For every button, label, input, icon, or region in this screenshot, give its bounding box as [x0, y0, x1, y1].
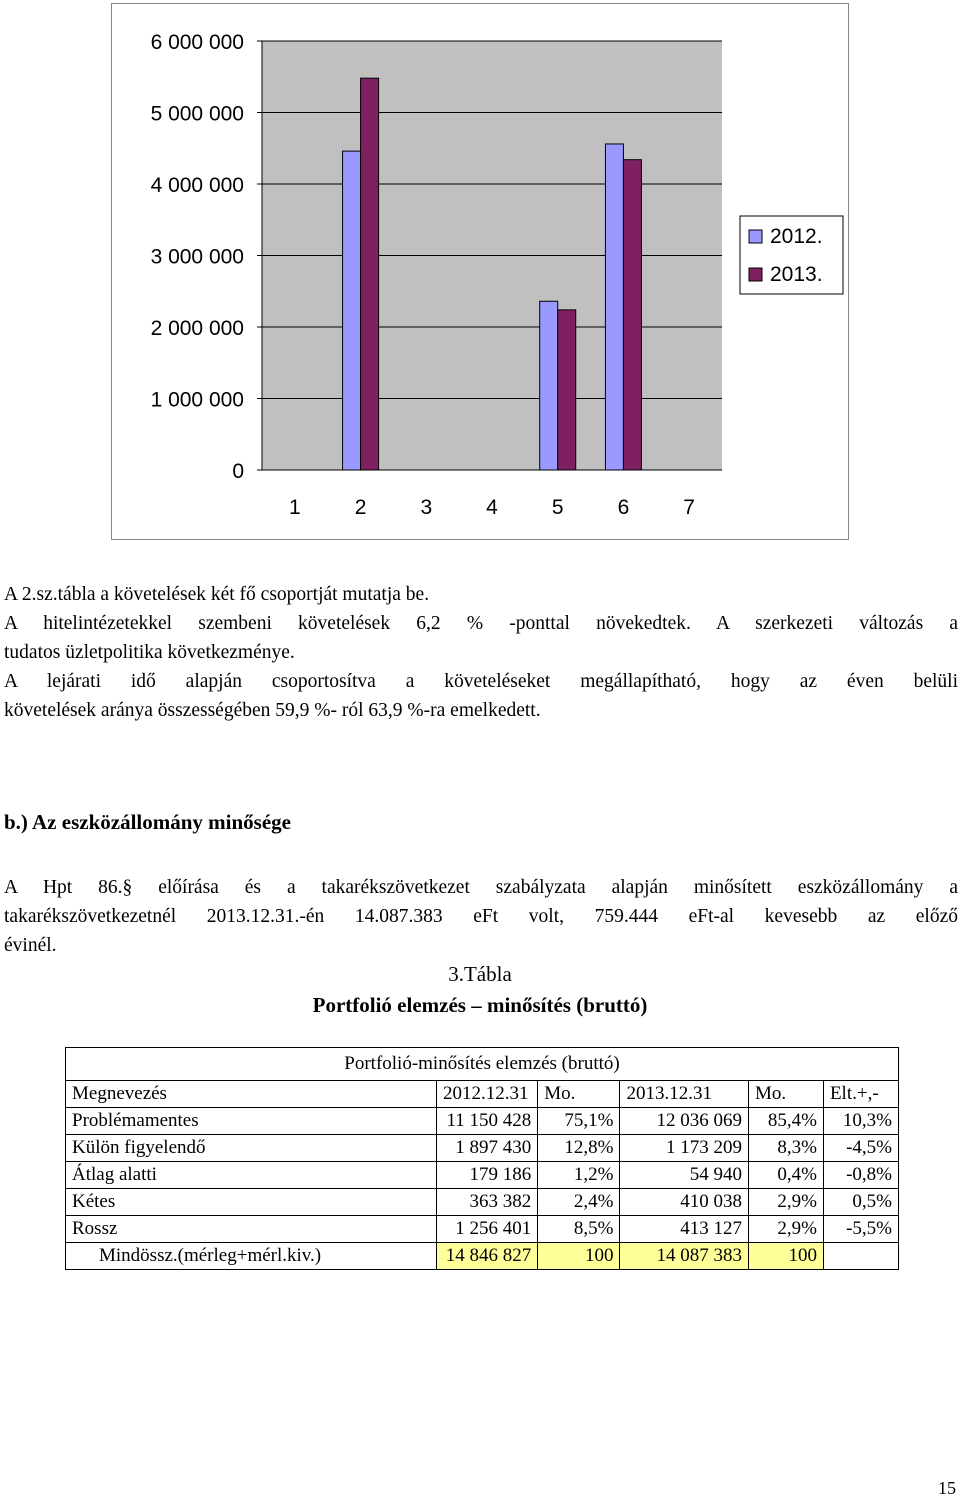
bar-2013 [623, 160, 641, 470]
table-row [66, 1162, 899, 1189]
table-cell: -5,5% [823, 1216, 898, 1243]
table-cell: -4,5% [823, 1135, 898, 1162]
x-tick-label: 4 [486, 496, 498, 519]
x-tick-label: 3 [420, 496, 433, 519]
paragraph-line: takarékszövetkezetnél 2013.12.31.-én 14.087.383 eFt volt, 759.444 eFt-al kevesebb az előző [4, 906, 958, 927]
x-tick-label: 1 [289, 496, 301, 519]
table-cell: Mo. [748, 1081, 823, 1108]
table-cell: 12,8% [538, 1135, 620, 1162]
paragraph-line: A Hpt 86.§ előírása és a takarékszövetkezet szabályzata alapján minősített eszközállomány a [4, 877, 958, 898]
y-tick-label: 4 000 000 [150, 174, 244, 197]
y-tick-label: 2 000 000 [150, 317, 244, 340]
table-number: 3.Tábla [448, 962, 512, 986]
paragraph-line: évinél. [4, 935, 57, 956]
table-cell: 1 256 401 [437, 1216, 538, 1243]
table-row [66, 1189, 899, 1216]
x-tick-label: 5 [551, 496, 564, 519]
table-cell: 11 150 428 [437, 1108, 538, 1135]
table-cell: Mo. [538, 1081, 620, 1108]
table-cell: 85,4% [748, 1108, 823, 1135]
table-cell: Problémamentes [66, 1108, 437, 1135]
table-cell: 410 038 [620, 1189, 748, 1216]
y-tick-label: 0 [232, 460, 244, 483]
table-cell: 100 [538, 1243, 620, 1270]
paragraph-line: A hitelintézetekkel szembeni követelések 6,2 % -ponttal növekedtek. A szerkezeti változás a [4, 613, 958, 634]
table-cell: Mindössz.(mérleg+mérl.kiv.) [66, 1243, 437, 1270]
table-cell: Külön figyelendő [66, 1135, 437, 1162]
table-cell: 0,5% [823, 1189, 898, 1216]
table-cell: 8,5% [538, 1216, 620, 1243]
table-cell: 2012.12.31 [437, 1081, 538, 1108]
page-number: 15 [938, 1478, 956, 1498]
paragraph-line: A 2.sz.tábla a követelések két fő csoportját mutatja be. [4, 584, 430, 605]
legend-swatch [749, 268, 762, 281]
table-cell: 413 127 [620, 1216, 748, 1243]
table-caption: Portfolió-minősítés elemzés (bruttó) [66, 1048, 899, 1081]
table-cell: -0,8% [823, 1162, 898, 1189]
table-cell: 179 186 [437, 1162, 538, 1189]
bar-chart [111, 3, 849, 540]
table-row [66, 1108, 899, 1135]
table-cell: 2,9% [748, 1189, 823, 1216]
table-cell [823, 1243, 898, 1270]
table-cell: 1 897 430 [437, 1135, 538, 1162]
bar-2012 [605, 144, 623, 470]
table-cell: 2,4% [538, 1189, 620, 1216]
section-heading: b.) Az eszközállomány minősége [4, 810, 291, 834]
paragraph-line: követelések aránya összességében 59,9 %- ról 63,9 %-ra emelkedett. [4, 700, 541, 721]
legend-label: 2013. [770, 263, 823, 286]
bar-2012 [343, 151, 361, 470]
table-row [66, 1216, 899, 1243]
table-cell: 10,3% [823, 1108, 898, 1135]
table-cell: 2,9% [748, 1216, 823, 1243]
x-tick-label: 7 [683, 496, 695, 519]
table-total-row [66, 1243, 899, 1270]
legend-swatch [749, 230, 762, 243]
table-cell: 12 036 069 [620, 1108, 748, 1135]
table-cell: Elt.+,- [823, 1081, 898, 1108]
table-cell: Megnevezés [66, 1081, 437, 1108]
y-tick-label: 6 000 000 [150, 31, 244, 54]
table-cell: 0,4% [748, 1162, 823, 1189]
table-row [66, 1135, 899, 1162]
table-cell: 14 846 827 [437, 1243, 538, 1270]
paragraph-line: tudatos üzletpolitika következménye. [4, 642, 295, 663]
table-cell: Rossz [66, 1216, 437, 1243]
table-cell: 75,1% [538, 1108, 620, 1135]
table-cell: 14 087 383 [620, 1243, 748, 1270]
y-tick-label: 1 000 000 [150, 388, 244, 412]
table-cell: 100 [748, 1243, 823, 1270]
legend-label: 2012. [770, 225, 823, 248]
table-cell: 1 173 209 [620, 1135, 748, 1162]
table-cell: 2013.12.31 [620, 1081, 748, 1108]
portfolio-table [65, 1047, 899, 1270]
bar-2013 [558, 310, 576, 470]
table-title: Portfolió elemzés – minősítés (bruttó) [312, 993, 648, 1017]
bar-2012 [540, 301, 558, 470]
bar-2013 [361, 78, 379, 470]
table-cell: Kétes [66, 1189, 437, 1216]
table-cell: Átlag alatti [66, 1162, 437, 1189]
paragraph-line: A lejárati idő alapján csoportosítva a követeléseket megállapítható, hogy az éven belüli [4, 671, 958, 692]
y-tick-label: 5 000 000 [150, 102, 244, 126]
x-tick-label: 2 [354, 496, 367, 519]
table-cell: 54 940 [620, 1162, 748, 1189]
table-cell: 1,2% [538, 1162, 620, 1189]
chart-svg [112, 4, 848, 539]
table-cell: 8,3% [748, 1135, 823, 1162]
table-header-row [66, 1081, 899, 1108]
table-cell: 363 382 [437, 1189, 538, 1216]
x-tick-label: 6 [617, 496, 630, 519]
y-tick-label: 3 000 000 [150, 245, 244, 269]
